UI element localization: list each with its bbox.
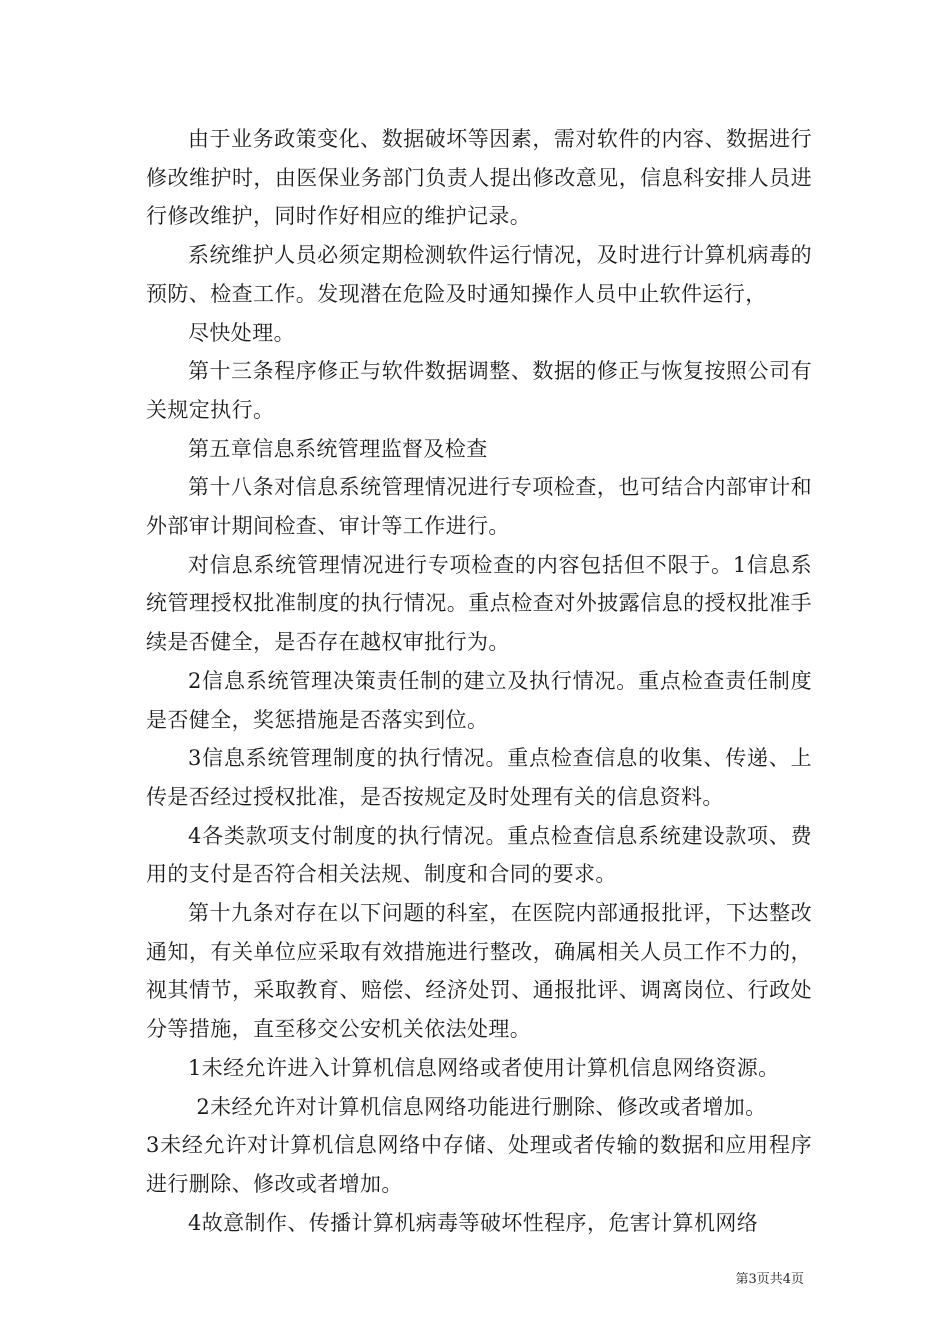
paragraph-handle-quickly: 尽快处理。 — [188, 320, 295, 345]
paragraph-virus-check: 系统维护人员必须定期检测软件运行情况，及时进行计算机病毒的预防、检查工作。发现潜在危险及时通知操作人员中止软件运行， — [146, 243, 812, 306]
chapter-5-heading: 第五章信息系统管理监督及检查 — [188, 436, 488, 461]
page-number: 第3页共4页 — [735, 1272, 804, 1287]
paragraph-inspection-scope: 对信息系统管理情况进行专项检查的内容包括但不限于。1信息系统管理授权批准制度的执行情况。重点检查对外披露信息的授权批准手续是否健全，是否存在越权审批行为。 — [146, 552, 812, 655]
list-item-unauthorized-data-change: 3未经允许对计算机信息网络中存储、处理或者传输的数据和应用程序进行删除、修改或者增加。 — [146, 1133, 812, 1196]
paragraph-item-4: 4各类款项支付制度的执行情况。重点检查信息系统建设款项、费用的支付是否符合相关法规、制度和合同的要求。 — [146, 823, 812, 887]
list-item-virus-spreading: 4故意制作、传播计算机病毒等破坏性程序，危害计算机网络 — [188, 1210, 759, 1235]
list-item-unauthorized-access: 1未经允许进入计算机信息网络或者使用计算机信息网络资源。 — [188, 1055, 780, 1080]
paragraph-item-2: 2信息系统管理决策责任制的建立及执行情况。重点检查责任制度是否健全，奖惩措施是否落实到位。 — [146, 668, 812, 732]
paragraph-article-13: 第十三条程序修正与软件数据调整、数据的修正与恢复按照公司有关规定执行。 — [146, 359, 812, 422]
paragraph-software-maintenance: 由于业务政策变化、数据破坏等因素，需对软件的内容、数据进行修改维护时，由医保业务部门负责人提出修改意见，信息科安排人员进行修改维护，同时作好相应的维护记录。 — [146, 127, 812, 229]
paragraph-item-3: 3信息系统管理制度的执行情况。重点检查信息的收集、传递、上传是否经过授权批准，是否按规定及时处理有关的信息资料。 — [146, 746, 812, 809]
list-item-unauthorized-modification: 2未经允许对计算机信息网络功能进行删除、修改或者增加。 — [196, 1094, 767, 1119]
paragraph-article-19: 第十九条对存在以下问题的科室，在医院内部通报批评，下达整改通知，有关单位应采取有效措施进行整改，确属相关人员工作不力的，视其情节，采取教育、赔偿、经济处罚、通报批评、调离岗位、行政处分等措施，直至移交公安机关依法处理。 — [146, 901, 812, 1042]
document-body — [146, 120, 812, 1242]
paragraph-article-18: 第十八条对信息系统管理情况进行专项检查，也可结合内部审计和外部审计期间检查、审计等工作进行。 — [146, 475, 812, 539]
